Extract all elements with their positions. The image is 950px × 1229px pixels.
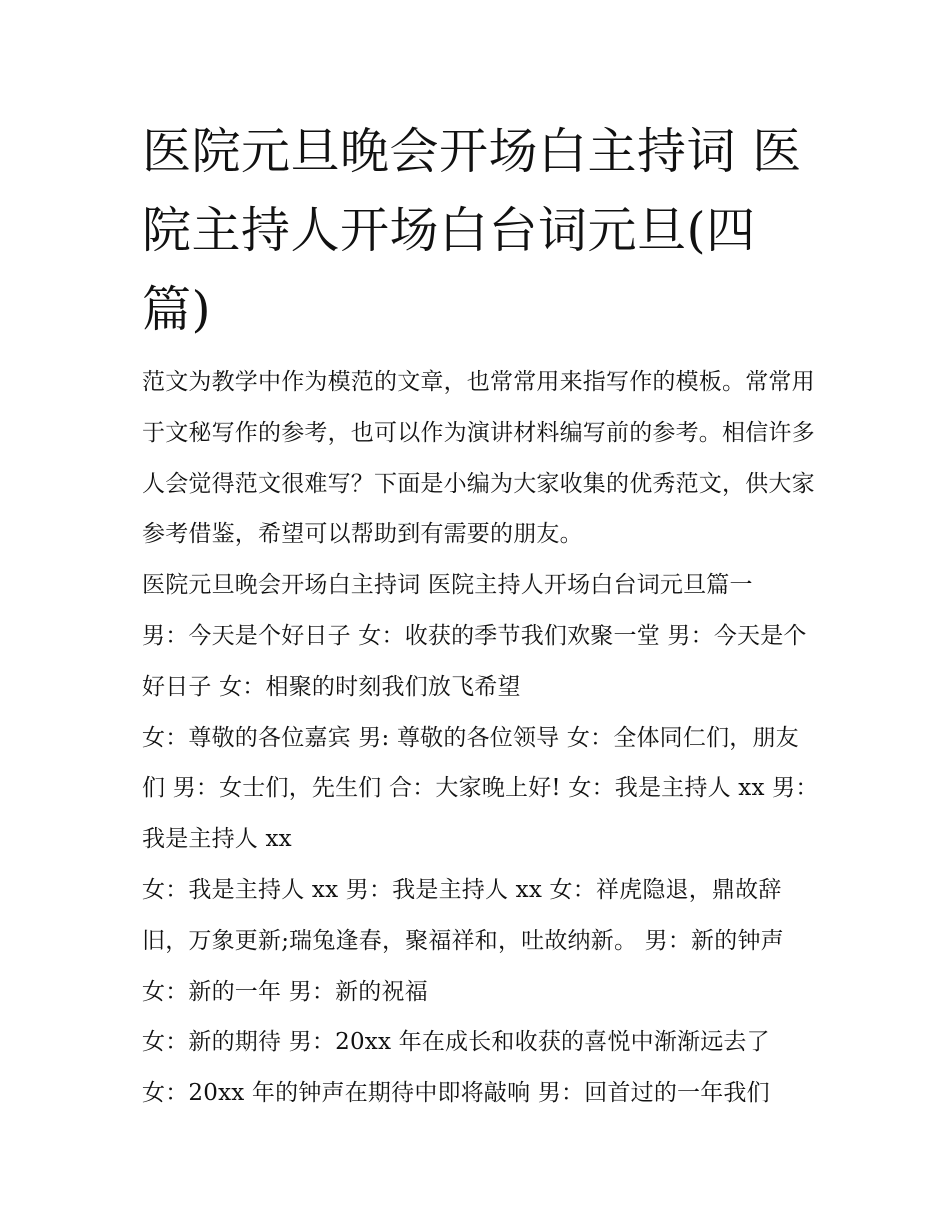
- body-paragraph-3: 女：我是主持人 xx 男：我是主持人 xx 女：祥虎隐退，鼎故辞旧，万象更新;瑞兔逢春，聚福祥和，吐故纳新。 男：新的钟声 女：新的一年 男：新的祝福: [142, 876, 784, 1005]
- document-page: [142, 112, 822, 1119]
- section-heading: 医院元旦晚会开场白主持词 医院主持人开场白台词元旦篇一: [142, 572, 753, 599]
- body-paragraph-2: 女：尊敬的各位嘉宾 男: 尊敬的各位领导 女：全体同仁们，朋友们 男：女士们，先生们 合：大家晚上好! 女：我是主持人 xx 男：我是主持人 xx: [142, 724, 819, 853]
- body-paragraph-1: 男：今天是个好日子 女：收获的季节我们欢聚一堂 男：今天是个好日子 女：相聚的时刻我们放飞希望: [142, 622, 807, 700]
- document-title: 医院元旦晚会开场白主持词 医院主持人开场白台词元旦(四篇): [142, 123, 802, 338]
- body-paragraph-4: 女：新的期待 男：20xx 年在成长和收获的喜悦中渐渐远去了 女：20xx 年的钟声在期待中即将敲响 男：回首过的一年我们: [142, 1029, 770, 1107]
- intro-paragraph: 范文为教学中作为模范的文章，也常常用来指写作的模板。常常用于文秘写作的参考，也可以作为演讲材料编写前的参考。相信许多人会觉得范文很难写？下面是小编为大家收集的优秀范文，供大家参考借鉴，希望可以帮助到有需要的朋友。: [142, 369, 815, 548]
